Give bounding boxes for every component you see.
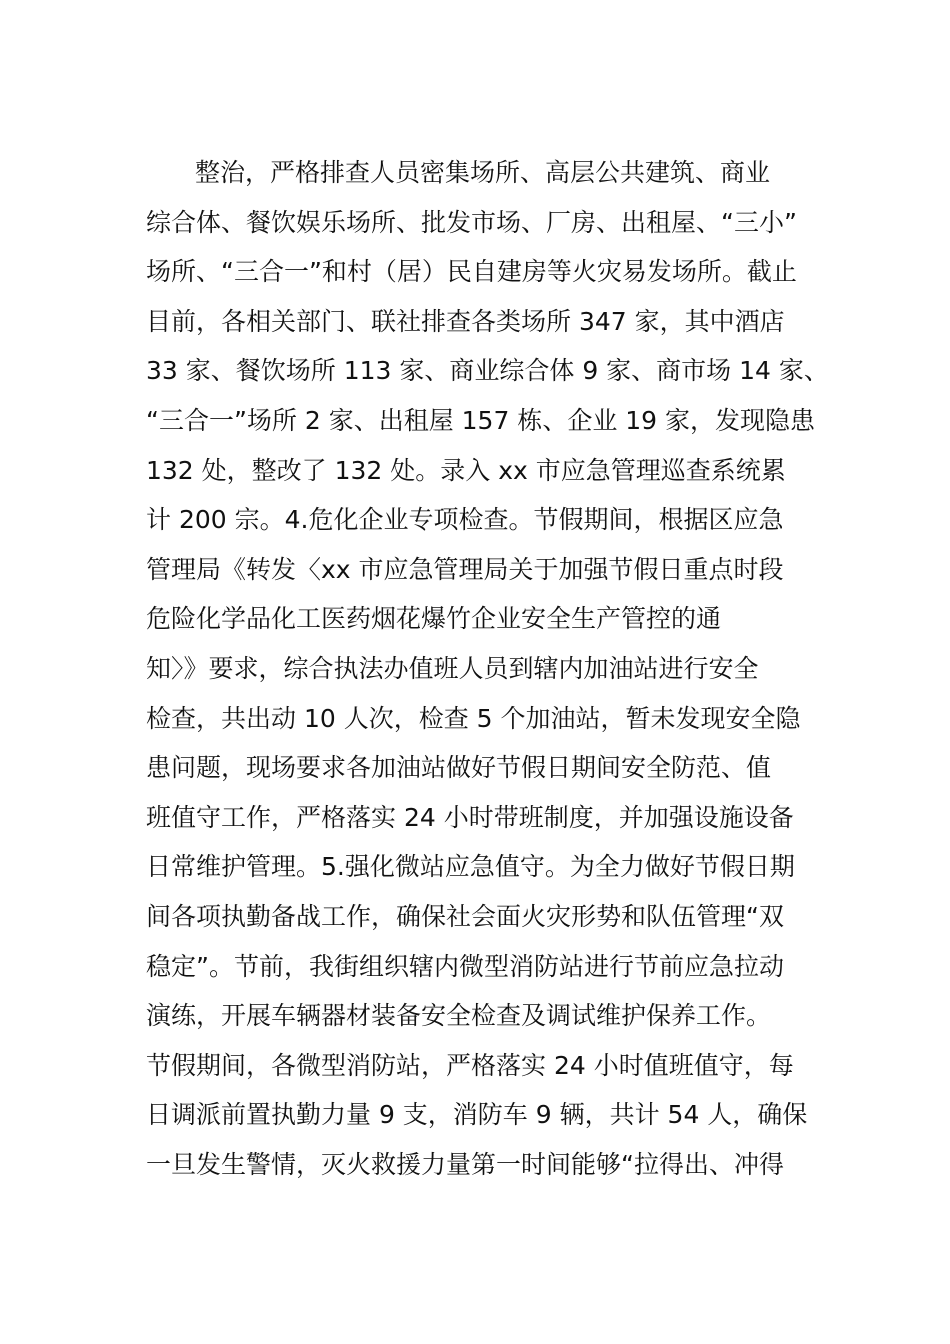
text-line: 知〉》要求，综合执法办值班人员到辖内加油站进行安全 [146,653,759,683]
text-line: 危险化学品化工医药烟花爆竹企业安全生产管控的通 [146,604,722,634]
text-line: 132 处，整改了 132 处。录入 xx 市应急管理巡查系统累 [146,455,786,485]
text-line: 33 家、餐饮场所 113 家、商业综合体 9 家、商市场 14 家、 [146,356,829,386]
text-line: 间各项执勤备战工作，确保社会面火灾形势和队伍管理“双 [146,901,784,931]
text-line: “三合一”场所 2 家、出租屋 157 栋、企业 19 家，发现隐患 [146,405,816,435]
text-line: 一旦发生警情，灭火救援力量第一时间能够“拉得出、冲得 [146,1149,784,1179]
text-line: 检查，共出动 10 人次，检查 5 个加油站，暂未发现安全隐 [146,703,801,733]
text-line: 综合体、餐饮娱乐场所、批发市场、厂房、出租屋、“三小” [146,207,797,237]
text-line: 节假期间，各微型消防站，严格落实 24 小时值班值守，每 [146,1050,794,1080]
text-line: 计 200 宗。4.危化企业专项检查。节假期间，根据区应急 [146,505,784,535]
text-line: 班值守工作，严格落实 24 小时带班制度，并加强设施设备 [146,802,794,832]
text-line: 场所、“三合一”和村（居）民自建房等火灾易发场所。截止 [146,257,797,287]
text-line: 整治，严格排查人员密集场所、高层公共建筑、商业 [195,158,771,187]
body-paragraph [146,148,829,1189]
text-line: 日常维护管理。5.强化微站应急值守。为全力做好节假日期 [146,852,795,882]
text-line: 日调派前置执勤力量 9 支，消防车 9 辆，共计 54 人，确保 [146,1100,808,1130]
text-line: 管理局《转发〈xx 市应急管理局关于加强节假日重点时段 [146,554,784,584]
text-line: 患问题，现场要求各加油站做好节假日期间安全防范、值 [146,753,772,783]
text-line: 目前，各相关部门、联社排查各类场所 347 家，其中酒店 [146,306,785,336]
text-line: 稳定”。节前，我街组织辖内微型消防站进行节前应急拉动 [146,951,784,981]
text-line: 演练，开展车辆器材装备安全检查及调试维护保养工作。 [146,1001,772,1031]
